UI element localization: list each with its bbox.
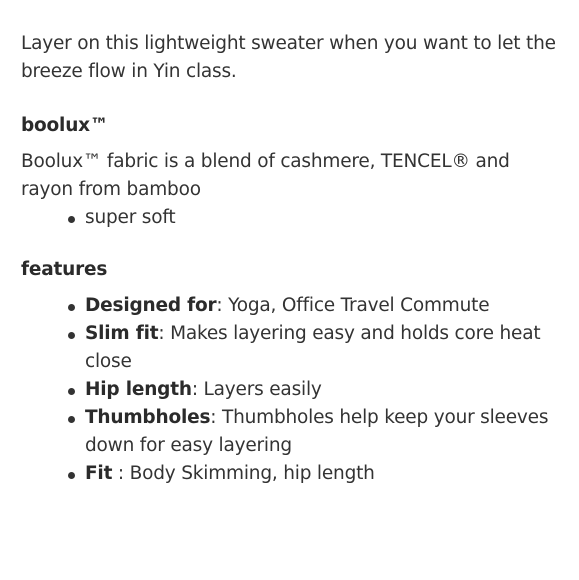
- feature-label: Thumbholes: [85, 407, 211, 428]
- intro-text: Layer on this lightweight sweater when you want to let the breeze flow in Yin class.: [21, 33, 556, 82]
- feature-text: Yoga, Office Travel Commute: [228, 295, 490, 316]
- boolux-description: Boolux™ fabric is a blend of cashmere, TENCEL® and rayon from bamboo: [21, 151, 510, 200]
- feature-separator: :: [112, 463, 130, 484]
- feature-text: Makes layering easy and holds core heat close: [85, 323, 541, 372]
- feature-item-thumbholes: [65, 404, 557, 460]
- features-list: [65, 292, 557, 488]
- feature-text: Layers easily: [203, 379, 322, 400]
- features-heading: features: [21, 259, 108, 280]
- feature-text: Thumbholes help keep your sleeves down for easy layering: [85, 407, 549, 456]
- list-item: [65, 204, 557, 232]
- boolux-heading: boolux™: [21, 115, 109, 136]
- feature-item-designed-for: [65, 292, 557, 320]
- feature-item-slim-fit: [65, 320, 557, 376]
- feature-label: Fit: [85, 463, 113, 484]
- feature-item-fit: [65, 460, 557, 488]
- feature-item-hip-length: [65, 376, 557, 404]
- bullet-text: super soft: [85, 207, 176, 228]
- feature-separator: :: [158, 323, 171, 344]
- feature-separator: :: [216, 295, 229, 316]
- boolux-bullet-list: [65, 204, 557, 232]
- feature-label: Slim fit: [85, 323, 159, 344]
- feature-separator: :: [191, 379, 204, 400]
- feature-label: Designed for: [85, 295, 217, 316]
- feature-label: Hip length: [85, 379, 192, 400]
- feature-text: Body Skimming, hip length: [129, 463, 375, 484]
- feature-separator: :: [210, 407, 222, 428]
